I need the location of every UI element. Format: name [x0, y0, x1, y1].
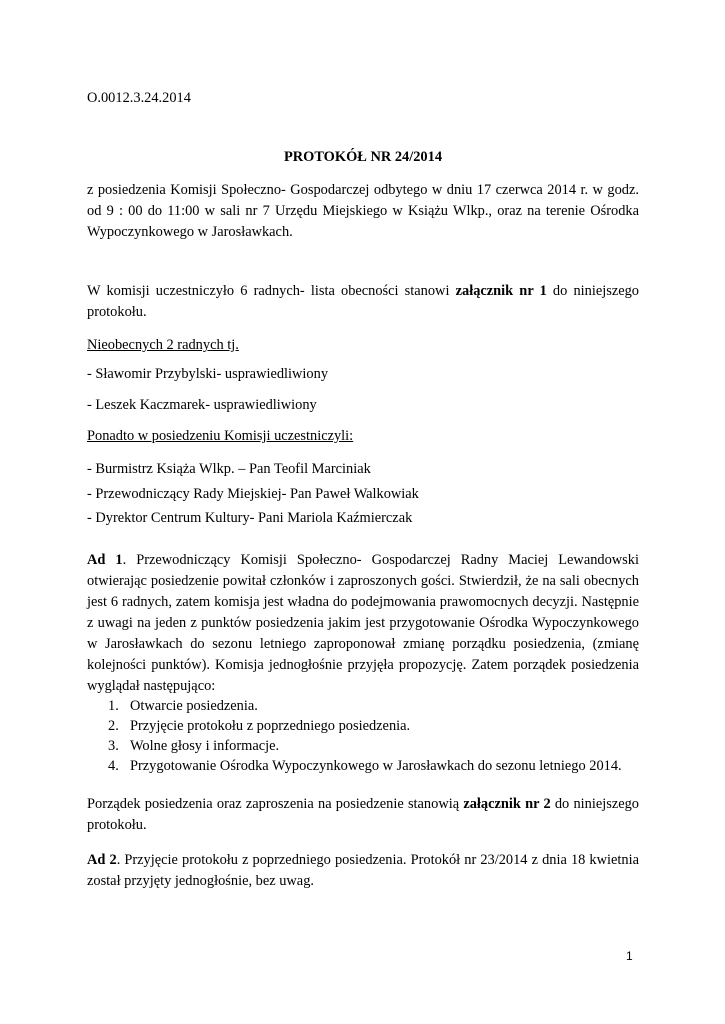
page-number: 1	[626, 949, 633, 963]
guest-item: - Burmistrz Książa Wlkp. – Pan Teofil Marciniak	[87, 461, 371, 477]
absent-heading: Nieobecnych 2 radnych tj.	[87, 337, 239, 353]
guest-item: - Przewodniczący Rady Miejskiej- Pan Paweł Walkowiak	[87, 486, 419, 502]
absent-item: - Leszek Kaczmarek- usprawiedliwiony	[87, 397, 317, 413]
intro-paragraph: z posiedzenia Komisji Społeczno- Gospodarczej odbytego w dniu 17 czerwca 2014 r. w godz. od 9 : 00 do 11:00 w sali nr 7 Urzędu Miejskiego w Książu Wlkp., oraz na terenie Ośrodka Wypoczynkowego w Jarosławkach.	[87, 182, 639, 240]
agenda-item: 4. Przygotowanie Ośrodka Wypoczynkowego w Jarosławkach do sezonu letniego 2014.	[108, 758, 622, 774]
document-reference: O.0012.3.24.2014	[87, 90, 191, 106]
absent-item: - Sławomir Przybylski- usprawiedliwiony	[87, 366, 329, 382]
order-note-paragraph: Porządek posiedzenia oraz zaproszenia na posiedzenie stanowią załącznik nr 2 do niniejszego protokołu.	[87, 796, 640, 833]
guests-heading: Ponadto w posiedzeniu Komisji uczestniczyli:	[87, 428, 354, 444]
ad2-paragraph: Ad 2. Przyjęcie protokołu z poprzedniego posiedzenia. Protokół nr 23/2014 z dnia 18 kwietnia został przyjęty jednogłośnie, bez uwag.	[87, 852, 639, 889]
agenda-item: 2. Przyjęcie protokołu z poprzedniego posiedzenia.	[108, 718, 411, 734]
agenda-item: 1. Otwarcie posiedzenia.	[108, 698, 258, 714]
agenda-list	[108, 696, 648, 776]
ad1-paragraph: Ad 1. Przewodniczący Komisji Społeczno- Gospodarczej Radny Maciej Lewandowski otwierając posiedzenie powitał członków i zaproszonych gości. Stwierdził, że na sali obecnych jest 6 radnych, zatem komisja jest władna do podejmowania prawomocnych decyzji. Następnie z uwagi na jeden z punktów posiedzenia jakim jest przygotowanie Ośrodka Wypoczynkowego w Jarosławkach do sezonu letniego zaproponował zmianę porządku posiedzenia, (zmianę kolejności punktów). Komisja jednogłośnie przyjęła propozycję. Zatem porządek posiedzenia wyglądał następująco:	[87, 552, 639, 694]
document-title: PROTOKÓŁ NR 24/2014	[283, 149, 443, 165]
attendance-paragraph: W komisji uczestniczyło 6 radnych- lista obecności stanowi załącznik nr 1 do niniejszego protokołu.	[87, 283, 639, 320]
guest-item: - Dyrektor Centrum Kultury- Pani Mariola Kaźmierczak	[87, 510, 413, 526]
agenda-item: 3. Wolne głosy i informacje.	[108, 738, 280, 754]
